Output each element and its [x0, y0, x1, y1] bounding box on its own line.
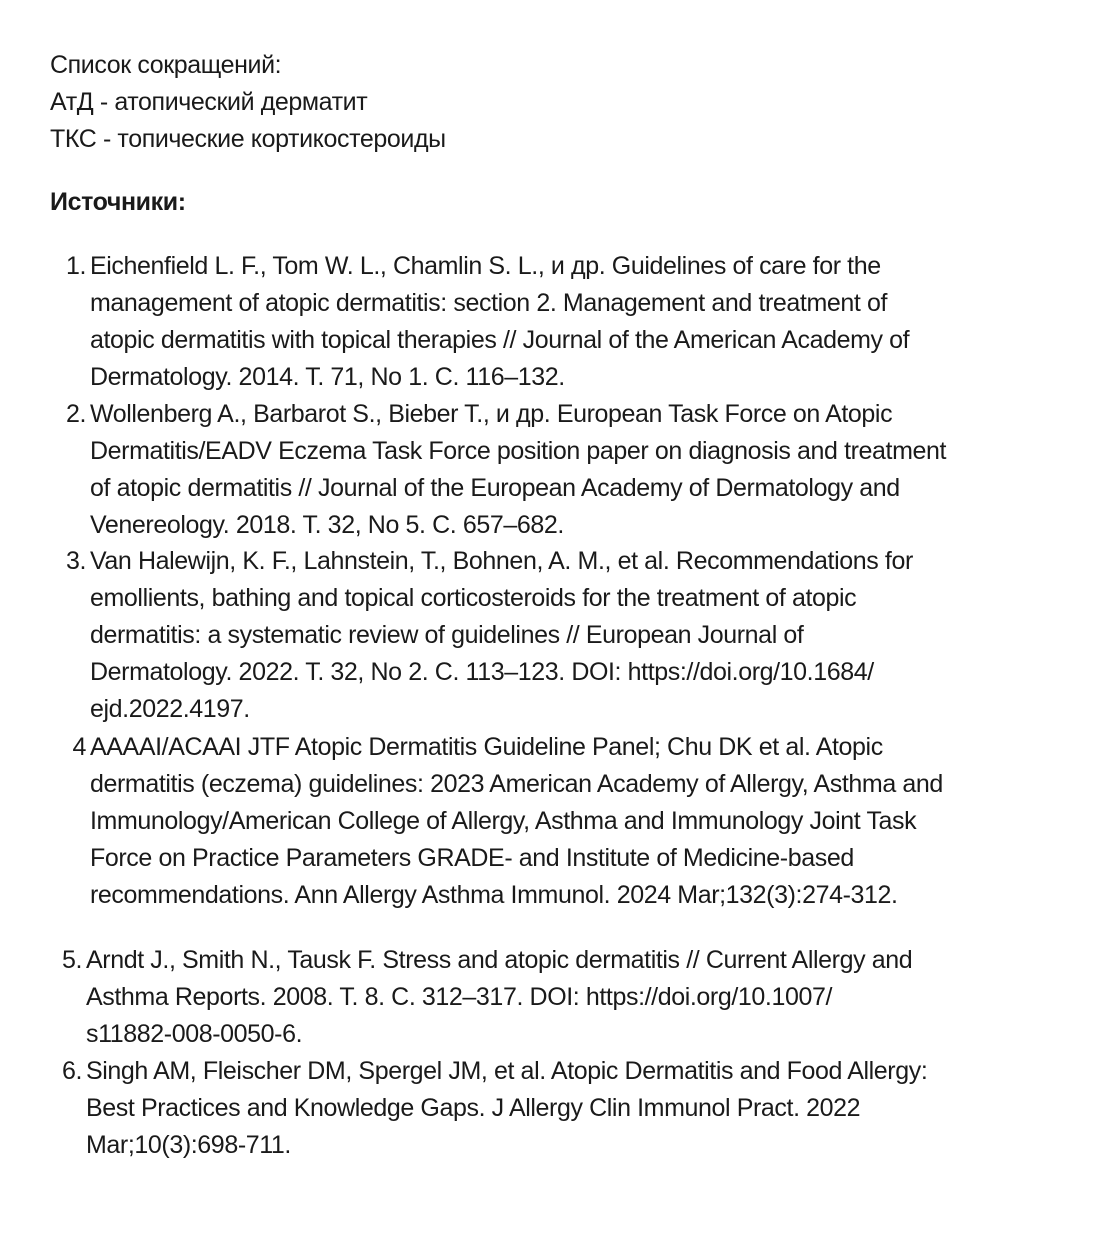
reference-line: Venereology. 2018. T. 32, No 5. C. 657–682. [90, 511, 564, 539]
reference-line: Dermatology. 2022. T. 32, No 2. C. 113–123. DOI: https://doi.org/10.1684/ [90, 658, 874, 686]
reference-number: 2. [65, 400, 86, 428]
reference-number: 1. [65, 252, 86, 280]
reference-number: 3. [65, 547, 86, 575]
reference-line: Dermatitis/EADV Eczema Task Force position paper on diagnosis and treatment [90, 437, 947, 465]
abbreviation-item: АтД - атопический дерматит [50, 88, 368, 116]
reference-line: s11882-008-0050-6. [86, 1020, 303, 1048]
reference-line: Eichenfield L. F., Tom W. L., Chamlin S. L., и др. Guidelines of care for the [90, 252, 881, 280]
sources-heading: Источники: [50, 188, 186, 216]
reference-number: 5. [61, 946, 82, 974]
reference-line: recommendations. Ann Allergy Asthma Immunol. 2024 Mar;132(3):274-312. [90, 881, 898, 909]
reference-text [86, 1053, 1086, 1164]
reference-line: Best Practices and Knowledge Gaps. J Allergy Clin Immunol Pract. 2022 [86, 1094, 861, 1122]
reference-text [90, 248, 1090, 396]
reference-line: emollients, bathing and topical corticosteroids for the treatment of atopic [90, 584, 857, 612]
reference-line: Singh AM, Fleischer DM, Spergel JM, et al. Atopic Dermatitis and Food Allergy: [86, 1057, 928, 1085]
abbreviation-item: ТКС - топические кортикостероиды [50, 125, 446, 153]
reference-line: dermatitis (eczema) guidelines: 2023 American Academy of Allergy, Asthma and [90, 770, 943, 798]
reference-text [90, 729, 1090, 914]
abbreviations-title: Список сокращений: [50, 51, 282, 79]
reference-line: Force on Practice Parameters GRADE- and Institute of Medicine-based [90, 844, 854, 872]
reference-text [90, 396, 1090, 544]
reference-line: Arndt J., Smith N., Tausk F. Stress and atopic dermatitis // Current Allergy and [86, 946, 913, 974]
reference-text [86, 942, 1086, 1053]
reference-line: of atopic dermatitis // Journal of the European Academy of Dermatology and [90, 474, 900, 502]
reference-line: Immunology/American College of Allergy, Asthma and Immunology Joint Task [90, 807, 917, 835]
reference-line: atopic dermatitis with topical therapies // Journal of the American Academy of [90, 326, 910, 354]
reference-text [90, 543, 1090, 728]
reference-number: 6. [61, 1057, 82, 1085]
reference-line: Van Halewijn, K. F., Lahnstein, T., Bohnen, A. M., et al. Recommendations for [90, 547, 913, 575]
reference-line: dermatitis: a systematic review of guidelines // European Journal of [90, 621, 804, 649]
reference-line: AAAAI/ACAAI JTF Atopic Dermatitis Guideline Panel; Chu DK et al. Atopic [90, 733, 883, 761]
reference-line: Asthma Reports. 2008. T. 8. C. 312–317. DOI: https://doi.org/10.1007/ [86, 983, 833, 1011]
reference-line: management of atopic dermatitis: section 2. Management and treatment of [90, 289, 888, 317]
reference-line: Wollenberg A., Barbarot S., Bieber T., и др. European Task Force on Atopic [90, 400, 893, 428]
reference-line: ejd.2022.4197. [90, 695, 250, 723]
reference-line: Dermatology. 2014. T. 71, No 1. C. 116–132. [90, 363, 565, 391]
reference-number: 4 [72, 733, 86, 761]
reference-line: Mar;10(3):698-711. [86, 1131, 291, 1159]
